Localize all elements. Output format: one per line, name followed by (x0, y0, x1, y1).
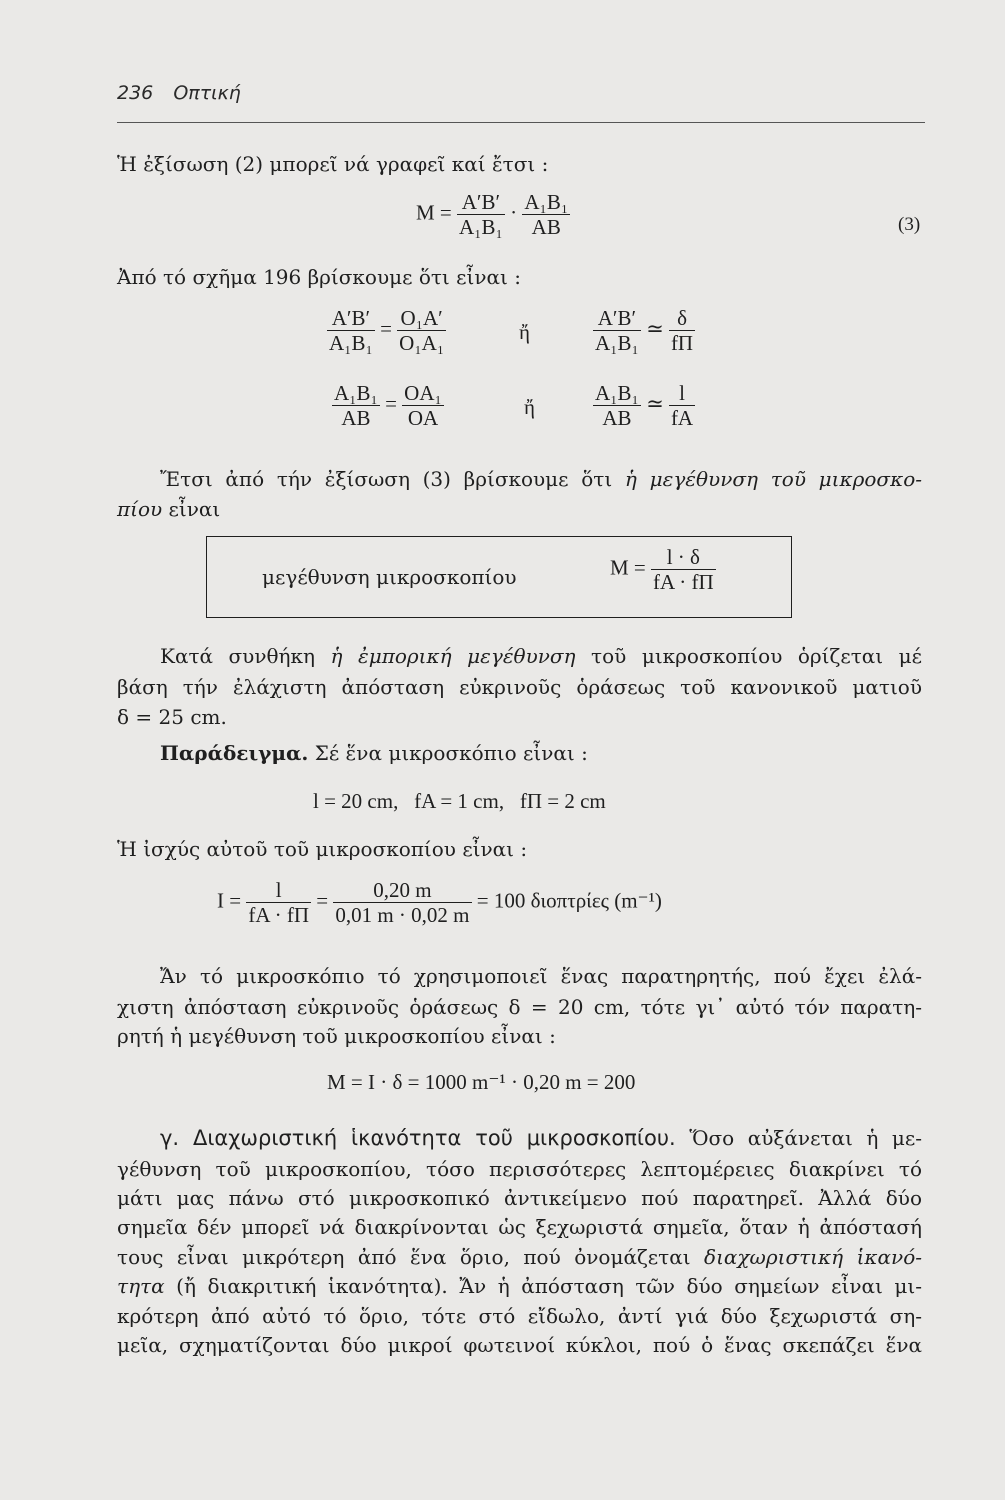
figure-line: Ἀπό τό σχῆμα 196 βρίσκουμε ὅτι εἶναι : (117, 265, 521, 289)
ratio-row-1-approx: $\frac{A'B'}{\text{A₁B₁}}$ ≃ $\frac{\delta}{f\Pi}$ (595, 306, 694, 355)
section-line-1: γ. Διαχωριστική ἱκανότητα τοῦ μικροσκοπίου. Ὅσο αὐξάνεται ἡ με- (160, 1126, 922, 1150)
power-equation: I = $\frac{l}{fA \cdot f\Pi}$ = $\frac{0,20 m}{0,01 m \cdot 0,02 m}$ = 100 διοπτρίες (m⁻¹) (217, 878, 662, 927)
commercial-line-3: δ = 25 cm. (117, 705, 227, 729)
eq3-frac-2: $\frac{\text{A₁B₁}}{AB}$ (524, 190, 569, 239)
equation-3: M = $\frac{A'B'}{\text{A₁B₁}}$ · $\frac{\text{A₁B₁}}{AB}$ (416, 190, 569, 239)
page-number: 236 (117, 82, 154, 104)
result-line-1: Ἔτσι ἀπό τήν ἐξίσωση (3) βρίσκουμε ὅτι ἡ μεγέθυνση τοῦ μικροσκο- (160, 467, 922, 491)
ratio-row-1: $\frac{A'B'}{\text{A₁B₁}}$ = $\frac{\text{O₁A′}}{\text{O₁A₁}}$ (329, 306, 445, 355)
section-line-6: τητα (ἤ διακριτική ἱκανότητα). Ἄν ἡ ἀπόσταση τῶν δύο σημείων εἶναι μι- (117, 1274, 922, 1298)
ratio-row-2: $\frac{\text{A₁B₁}}{AB}$ = $\frac{\text{OA₁}}{OA}$ (334, 381, 442, 430)
eq3-frac-1: $\frac{A'B'}{\text{A₁B₁}}$ (459, 190, 503, 239)
section-heading: γ. Διαχωριστική ἱκανότητα τοῦ μικροσκοπίου. (160, 1126, 676, 1150)
section-line-5: τους εἶναι μικρότερη ἀπό ἕνα ὅριο, πού ὀνομάζεται διαχωριστική ἱκανό- (117, 1245, 922, 1269)
chapter-title: Οπτική (173, 82, 241, 104)
section-line-2: γέθυνση τοῦ μικροσκοπίου, τόσο περισσότερες λεπτομέρειες διακρίνει τό (117, 1157, 922, 1181)
or-2: ἤ (524, 395, 535, 419)
example-line: Παράδειγμα. Σέ ἕνα μικροσκόπιο εἶναι : (160, 741, 588, 765)
box-label: μεγέθυνση μικροσκοπίου (262, 565, 517, 589)
or-1: ἤ (519, 320, 530, 344)
box-formula: M = $\frac{l \cdot \delta}{fA \cdot f\Pi}$ (610, 545, 714, 594)
commercial-line-2: βάση τήν ἐλάχιστη ἀπόσταση εὐκρινοῦς ὁράσεως τοῦ κανονικοῦ ματιοῦ (117, 675, 922, 699)
example-values: l = 20 cm, fA = 1 cm, fΠ = 2 cm (313, 789, 606, 813)
intro-line: Ἡ ἐξίσωση (2) μπορεῖ νά γραφεῖ καί ἔτσι : (117, 152, 549, 176)
result-line-2: πίου εἶναι (117, 497, 221, 521)
observer-line-3: ρητή ἡ μεγέθυνση τοῦ μικροσκοπίου εἶναι : (117, 1024, 556, 1048)
magnification-equation: M = I · δ = 1000 m⁻¹ · 0,20 m = 200 (327, 1070, 636, 1094)
power-line: Ἡ ἰσχύς αὐτοῦ τοῦ μικροσκοπίου εἶναι : (117, 837, 528, 861)
commercial-line-1: Κατά συνθήκη ἡ ἐμπορική μεγέθυνση τοῦ μικροσκοπίου ὁρίζεται μέ (160, 644, 922, 668)
section-line-3: μάτι μας πάνω στό μικροσκοπικό ἀντικείμενο πού παρατηρεῖ. Ἀλλά δύο (117, 1186, 922, 1210)
observer-line-2: χιστη ἀπόσταση εὐκρινοῦς ὁράσεως δ = 20 cm, τότε γι᾽ αὐτό τόν παρατη- (117, 995, 922, 1019)
ratio-row-2-approx: $\frac{\text{A₁B₁}}{AB}$ ≃ $\frac{l}{fA}$ (595, 381, 694, 430)
running-header (117, 82, 241, 104)
observer-line-1: Ἄν τό μικροσκόπιο τό χρησιμοποιεῖ ἕνας παρατηρητής, πού ἔχει ἐλά- (160, 964, 922, 988)
header-rule (117, 122, 925, 123)
equation-tag: (3) (898, 214, 921, 235)
section-line-7: κρότερη ἀπό αὐτό τό ὅριο, τότε στό εἴδωλο, ἀντί γιά δύο ξεχωριστά ση- (117, 1304, 922, 1328)
section-line-4: σημεῖα δέν μπορεῖ νά διακρίνονται ὡς ξεχωριστά σημεῖα, ὅταν ἡ ἀπόστασή (117, 1215, 922, 1239)
section-line-8: μεῖα, σχηματίζονται δύο μικροί φωτεινοί κύκλοι, πού ὁ ἕνας σκεπάζει ἕνα (117, 1333, 922, 1357)
